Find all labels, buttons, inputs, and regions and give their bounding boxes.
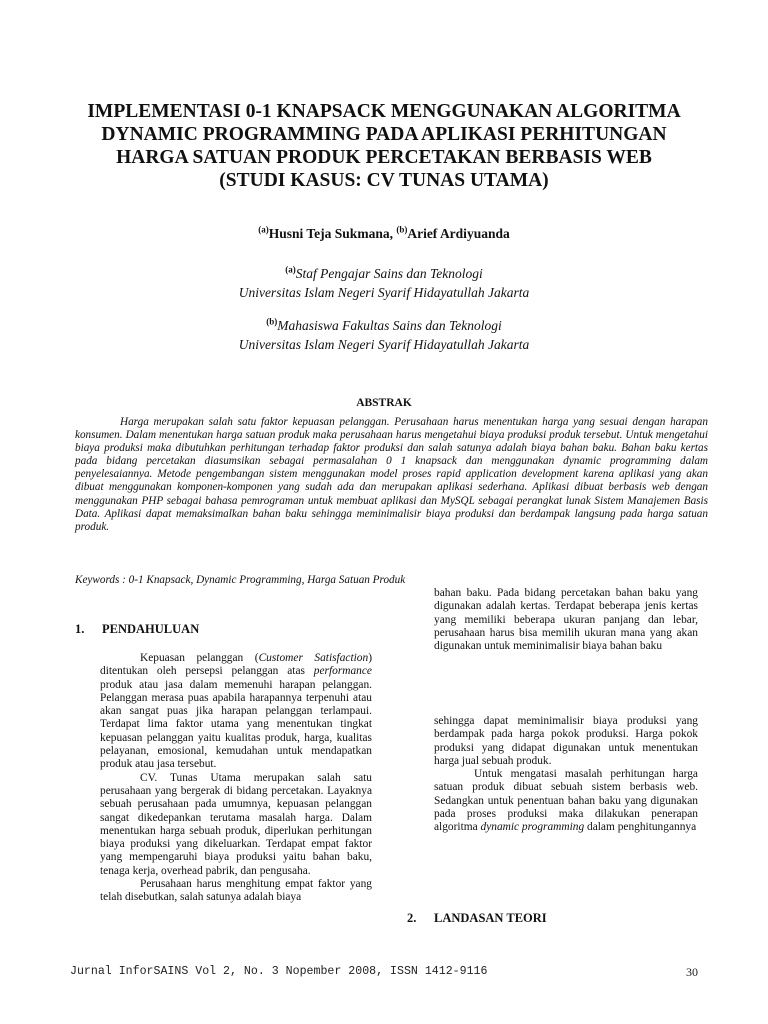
text-run-italic: performance xyxy=(313,665,372,678)
title-line: (STUDI KASUS: CV TUNAS UTAMA) xyxy=(219,170,549,191)
text-run: Kepuasan pelanggan ( xyxy=(140,652,259,664)
abstract-body xyxy=(75,416,708,534)
section-2-number: 2. xyxy=(407,911,417,925)
section-1-title: PENDAHULUAN xyxy=(102,622,200,636)
text-run: produk atau jasa dalam memenuhi harapan pelanggan. Pelanggan merasa puas apabila harapannya terpenuhi atau akan sangat puas jika harapan pelanggan terlampaui. Terdapat lima faktor utama yang menentukan tingkat kepuasan pelanggan yaitu kualitas produk, harga, kualitas pelayanan, emosional, kemudahan untuk mendapatkan produk atau jasa tersebut. xyxy=(100,678,372,771)
intro-paragraph-1 xyxy=(100,652,372,772)
section-2-title: LANDASAN TEORI xyxy=(434,911,547,925)
text-run: ) ditentukan oleh persepsi pelanggan atas xyxy=(100,652,372,678)
text-run: dalam penghitungannya xyxy=(584,821,697,834)
author-a-mark: (a) xyxy=(258,224,269,235)
text-run: Untuk mengatasi masalah perhitungan harga satuan produk dibuat sebuah sistem berbasis web. Sedangkan untuk penentuan bahan baku yang digunakan pada proses produksi maka dilakukan penerapan algoritma xyxy=(434,768,698,834)
journal-info: Jurnal InforSAINS Vol 2, No. 3 Nopember 2008, ISSN 1412-9116 xyxy=(70,965,488,978)
text-run-italic: Customer Satisfaction xyxy=(258,652,369,664)
section-2-heading xyxy=(407,911,547,926)
right-paragraph-2: sehingga dapat meminimalisir biaya produksi yang berdampak pada harga pokok produksi. Harga pokok produksi yang didapat digunakan untuk menentukan harga jual sebuah produk. xyxy=(434,715,698,767)
right-column-top xyxy=(434,587,698,653)
affiliation-a-mark: (a) xyxy=(285,264,296,275)
right-paragraph-1: bahan baku. Pada bidang percetakan bahan baku yang digunakan adalah kertas. Terdapat beberapa jenis kertas yang memiliki beberapa ukuran panjang dan lebar, perusahaan harus bisa memilih ukuran mana yang akan digunakan untuk meminimalisir biaya bahan baku xyxy=(434,587,698,653)
affiliation-b-mark: (b) xyxy=(266,316,278,327)
section-1-heading xyxy=(75,622,199,637)
left-column xyxy=(100,652,372,905)
page-number: 30 xyxy=(686,965,698,979)
title-line: IMPLEMENTASI 0-1 KNAPSACK MENGGUNAKAN ALGORITMA xyxy=(87,101,681,122)
title-line: DYNAMIC PROGRAMMING PADA APLIKASI PERHITUNGAN xyxy=(101,124,667,145)
abstract-heading: ABSTRAK xyxy=(356,397,412,409)
intro-paragraph-2: CV. Tunas Utama merupakan salah satu perusahaan yang bergerak di bidang percetakan. Layaknya sebuah perusahaan pada umumnya, kepuasan pelanggan sangat dikedepankan terutama masalah harga. Dalam menentukan harga sebuah produk, diperlukan perhitungan biaya produksi yang dikeluarkan. Terdapat empat faktor yang mempengaruhi biaya produksi yaitu bahan baku, tenaga kerja, overhead pabrik, dan pengusaha. xyxy=(100,771,372,877)
intro-paragraph-3: Perusahaan harus menghitung empat faktor yang telah disebutkan, salah satunya adalah biaya xyxy=(100,878,372,904)
affiliation-b xyxy=(0,316,768,354)
affiliation-b-line2: Universitas Islam Negeri Syarif Hidayatullah Jakarta xyxy=(238,337,530,352)
affiliation-b-line1: Mahasiswa Fakultas Sains dan Teknologi xyxy=(277,318,502,333)
paper-title xyxy=(60,100,708,192)
affiliation-a-line2: Universitas Islam Negeri Syarif Hidayatullah Jakarta xyxy=(238,285,530,300)
author-b-name: Arief Ardiyuanda xyxy=(407,226,510,241)
right-paragraph-3 xyxy=(434,768,698,834)
keywords: Keywords : 0-1 Knapsack, Dynamic Programming, Harga Satuan Produk xyxy=(75,574,406,586)
author-a-name: Husni Teja Sukmana, xyxy=(268,226,397,241)
affiliation-a xyxy=(0,264,768,302)
abstract-text: Harga merupakan salah satu faktor kepuasan pelanggan. Perusahaan harus menentukan harga yang sesuai dengan harapan konsumen. Dalam menentukan harga satuan produk maka perusahaan harus mengetahui biaya produksi produk tersebut. Untuk mengetahui biaya produksi maka dibutuhkan perhitungan terhadap faktor produksi dan salah satunya adalah biaya bahan baku. Bahan baku kertas pada bidang percetakan diasumsikan sebagai permasalahan 0 1 knapsack dan menggunakan dynamic programming dalam penyelesaiannya. Metode pengembangan sistem menggunakan model proses rapid application development karena aplikasi yang akan dibuat menggunakan komponen-komponen yang sudah ada dan merupakan aplikasi sederhana. Aplikasi dibuat berbasis web dengan menggunakan PHP sebagai bahasa pemrograman untuk membuat aplikasi dan MySQL sebagai perangkat lunak Sistem Manajemen Basis Data. Aplikasi dapat memaksimalkan bahan baku sehingga meminimalisir biaya produksi dan berdampak langsung pada harga satuan produk. xyxy=(75,416,708,533)
authors xyxy=(0,226,768,242)
affiliation-a-line1: Staf Pengajar Sains dan Teknologi xyxy=(295,266,483,281)
title-line: HARGA SATUAN PRODUK PERCETAKAN BERBASIS WEB xyxy=(116,147,652,168)
section-1-number: 1. xyxy=(75,622,85,636)
text-run-italic: dynamic programming xyxy=(480,821,585,834)
author-b-mark: (b) xyxy=(396,224,408,235)
page-footer xyxy=(70,965,698,978)
right-column-middle xyxy=(434,715,698,835)
